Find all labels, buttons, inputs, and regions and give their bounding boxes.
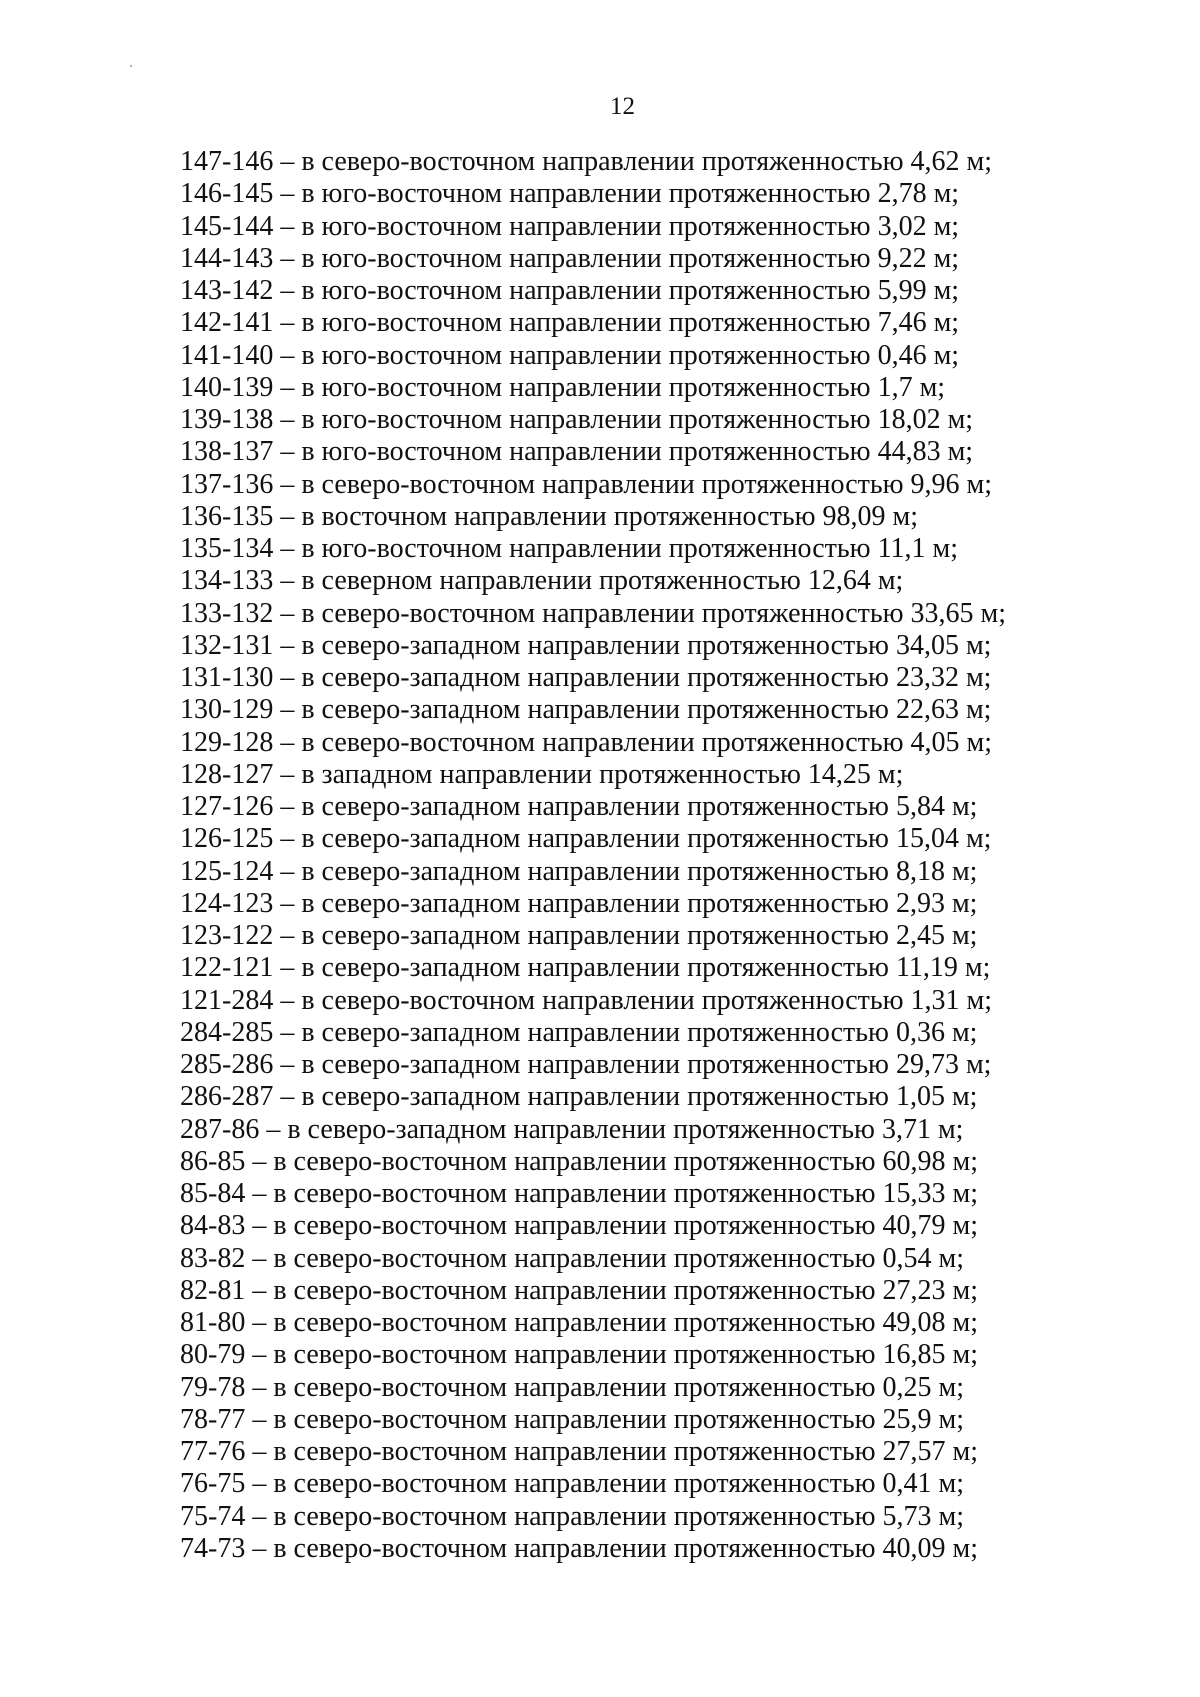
boundary-line: 147-146 – в северо-восточном направлении протяженностью 4,62 м; (180, 146, 993, 177)
boundary-line: 141-140 – в юго-восточном направлении протяженностью 0,46 м; (180, 339, 960, 371)
boundary-line: 85-84 – в северо-восточном направлении протяженностью 15,33 м; (180, 1178, 979, 1209)
boundary-line: 136-135 – в восточном направлении протяженностью 98,09 м; (180, 500, 919, 532)
boundary-line: 86-85 – в северо-восточном направлении протяженностью 60,98 м; (180, 1145, 979, 1177)
boundary-line: 135-134 – в юго-восточном направлении протяженностью 11,1 м; (180, 533, 959, 564)
page-number: 12 (610, 93, 635, 120)
boundary-line: 123-122 – в северо-западном направлении протяженностью 2,45 м; (180, 920, 978, 951)
boundary-line: 128-127 – в западном направлении протяженностью 14,25 м; (180, 758, 904, 790)
boundary-line: 146-145 – в юго-восточном направлении протяженностью 2,78 м; (180, 178, 960, 210)
boundary-line: 82-81 – в северо-восточном направлении протяженностью 27,23 м; (180, 1274, 979, 1306)
boundary-line: 140-139 – в юго-восточном направлении протяженностью 1,7 м; (180, 371, 946, 403)
boundary-line: 80-79 – в северо-восточном направлении протяженностью 16,85 м; (180, 1339, 979, 1371)
boundary-line: 137-136 – в северо-восточном направлении протяженностью 9,96 м; (180, 468, 993, 500)
boundary-line: 143-142 – в юго-восточном направлении протяженностью 5,99 м; (180, 275, 960, 306)
boundary-line: 127-126 – в северо-западном направлении протяженностью 5,84 м; (180, 791, 978, 822)
scan-speck (130, 65, 132, 67)
boundary-line: 132-131 – в северо-западном направлении протяженностью 34,05 м; (180, 629, 992, 661)
boundary-line: 76-75 – в северо-восточном направлении протяженностью 0,41 м; (180, 1468, 965, 1500)
boundary-line: 121-284 – в северо-восточном направлении протяженностью 1,31 м; (180, 984, 993, 1016)
boundary-line: 124-123 – в северо-западном направлении протяженностью 2,93 м; (180, 887, 978, 919)
boundary-line: 138-137 – в юго-восточном направлении протяженностью 44,83 м; (180, 436, 974, 468)
boundary-line: 134-133 – в северном направлении протяженностью 12,64 м; (180, 565, 904, 597)
boundary-line: 79-78 – в северо-восточном направлении протяженностью 0,25 м; (180, 1371, 965, 1403)
boundary-line: 78-77 – в северо-восточном направлении протяженностью 25,9 м; (180, 1403, 965, 1435)
boundary-line: 126-125 – в северо-западном направлении протяженностью 15,04 м; (180, 823, 992, 855)
boundary-line: 84-83 – в северо-восточном направлении протяженностью 40,79 м; (180, 1210, 979, 1242)
boundary-line: 81-80 – в северо-восточном направлении протяженностью 49,08 м; (180, 1307, 979, 1338)
boundary-line: 131-130 – в северо-западном направлении протяженностью 23,32 м; (180, 662, 992, 693)
boundary-line: 285-286 – в северо-западном направлении протяженностью 29,73 м; (180, 1049, 992, 1080)
boundary-line: 133-132 – в северо-восточном направлении протяженностью 33,65 м; (180, 597, 1007, 629)
boundary-line: 74-73 – в северо-восточном направлении протяженностью 40,09 м; (180, 1532, 979, 1564)
boundary-line: 130-129 – в северо-западном направлении протяженностью 22,63 м; (180, 694, 992, 726)
boundary-line: 83-82 – в северо-восточном направлении протяженностью 0,54 м; (180, 1242, 965, 1274)
boundary-line: 284-285 – в северо-западном направлении протяженностью 0,36 м; (180, 1016, 978, 1048)
boundary-line: 122-121 – в северо-западном направлении протяженностью 11,19 м; (180, 952, 991, 984)
boundary-line: 77-76 – в северо-восточном направлении протяженностью 27,57 м; (180, 1436, 979, 1467)
boundary-line: 287-86 – в северо-западном направлении протяженностью 3,71 м; (180, 1113, 964, 1145)
boundary-line: 142-141 – в юго-восточном направлении протяженностью 7,46 м; (180, 307, 960, 339)
boundary-line: 139-138 – в юго-восточном направлении протяженностью 18,02 м; (180, 404, 974, 435)
boundary-description-list (180, 146, 1180, 1565)
boundary-line: 75-74 – в северо-восточном направлении протяженностью 5,73 м; (180, 1500, 965, 1532)
boundary-line: 286-287 – в северо-западном направлении протяженностью 1,05 м; (180, 1081, 978, 1113)
boundary-line: 125-124 – в северо-западном направлении протяженностью 8,18 м; (180, 855, 978, 887)
boundary-line: 145-144 – в юго-восточном направлении протяженностью 3,02 м; (180, 210, 960, 242)
boundary-line: 144-143 – в юго-восточном направлении протяженностью 9,22 м; (180, 242, 960, 274)
boundary-line: 129-128 – в северо-восточном направлении протяженностью 4,05 м; (180, 726, 993, 758)
